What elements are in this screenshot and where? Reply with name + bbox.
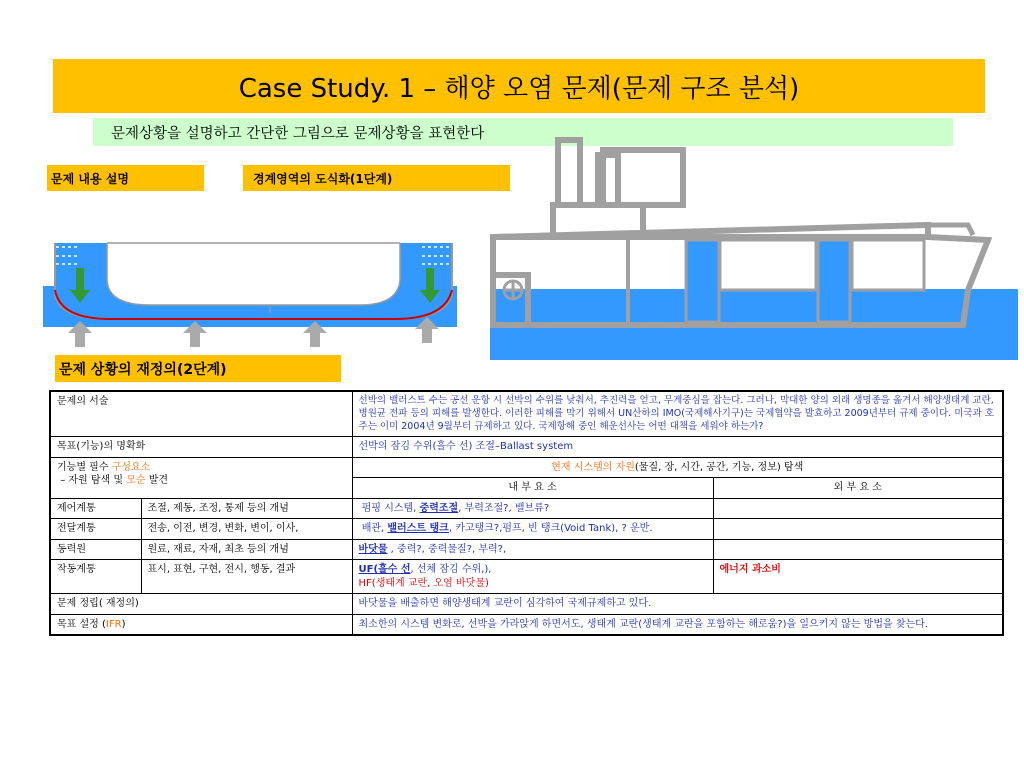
label-redefinition: 문제 상황의 재정의(2단계) [55, 355, 341, 382]
table-row-target [50, 614, 1003, 635]
table-row-statement [50, 391, 1003, 437]
cargo-hold-2 [852, 240, 924, 290]
ballast-tank-1 [686, 240, 719, 322]
internal-cell: 배관, 밸러스트 탱크, 카고탱크?,펌프, 빈 탱크(Void Tank), ? 운반. [352, 519, 713, 540]
row-value: 선박의 밸러스트 수는 공선 운항 시 선박의 수위를 낮춰서, 추진력을 얻고, 무게중심을 잡는다. 그러나, 막대한 양의 외래 생명종을 옮겨서 해양생태계 교란, 병원균 전파 등의 피해를 발생한다. 이러한 피해를 막기 위해서 UN산하의 IMO(국제해사기구)는 국제협약을 발효하고 2009년부터 규제 중이다. 미국과 호주는 이미 2004년 9월부터 규제하고 있다. 국제항해 중인 해운선사는 어떤 대책을 세워야 하는가? [352, 391, 1003, 437]
external-cell [713, 498, 1003, 519]
resource-search: 현재 시스템의 자원(물질, 장, 시간, 공간, 기능, 정보) 탐색 [352, 457, 1003, 478]
row-label: 기능별 필수 구성요소 – 자원 탐색 및 모순 발견 [50, 457, 352, 498]
ship-side-view-diagram [488, 125, 1018, 361]
external-cell: 에너지 과소비 [713, 560, 1003, 594]
problem-analysis-table [49, 390, 1004, 636]
internal-header: 내 부 요 소 [352, 478, 713, 499]
internal-cell: 펌핑 시스템, 중력조절, 부력조절?, 밸브류? [352, 498, 713, 519]
cargo-hold [107, 243, 400, 305]
row-label: 목표(기능)의 명확화 [50, 437, 352, 458]
row-desc: 원료, 재료, 자재, 최초 등의 개념 [141, 539, 352, 560]
table-row-power [50, 539, 1003, 560]
row-value: 바닷물을 배출하면 해양생태계 교란이 심각하여 국제규제하고 있다. [352, 594, 1003, 615]
row-label: 동력원 [50, 539, 141, 560]
slide-title-bar [53, 59, 985, 113]
external-cell [713, 539, 1003, 560]
external-cell [713, 519, 1003, 540]
row-desc: 전송, 이전, 변경, 변화, 변이, 이사, [141, 519, 352, 540]
row-label: 제어계통 [50, 498, 141, 519]
table-row-components [50, 457, 1003, 478]
row-label: 작동계통 [50, 560, 141, 594]
hull-cross-section-diagram [40, 235, 460, 350]
ship-superstructure [553, 140, 683, 237]
row-value: 선박의 잠김 수위(흘수 선) 조절–Ballast system [352, 437, 1003, 458]
row-value: 최소한의 시스템 변화로, 선박을 가라앉게 하면서도, 생태계 교란(생태계 교란을 포함하는 해로움?)을 일으키지 않는 방법을 찾는다. [352, 614, 1003, 635]
row-label: 문제 정립( 재정의) [50, 594, 352, 615]
table-row-operation [50, 560, 1003, 594]
propeller [503, 280, 523, 300]
internal-cell: 바닷물 , 중력?, 중력물질?, 부력?, [352, 539, 713, 560]
row-label: 전달계통 [50, 519, 141, 540]
external-header: 외 부 요 소 [713, 478, 1003, 499]
row-label: 목표 설정 (IFR) [50, 614, 352, 635]
ballast-tank-2 [818, 240, 850, 322]
table-row-goal [50, 437, 1003, 458]
row-label: 문제의 서술 [50, 391, 352, 437]
table-row-transmission [50, 519, 1003, 540]
label-boundary-diagram: 경계영역의 도식화(1단계) [243, 165, 510, 191]
row-desc: 조절, 제동, 조정, 통제 등의 개념 [141, 498, 352, 519]
table-row-problem [50, 594, 1003, 615]
slide-title: Case Study. 1 – 해양 오염 문제(문제 구조 분석) [238, 73, 800, 104]
subtitle-text: 문제상황을 설명하고 간단한 그림으로 문제상황을 표현한다 [111, 125, 485, 142]
internal-cell: UF(흘수 선, 선체 잠김 수위,), HF(생태계 교란, 오염 바닷물) [352, 560, 713, 594]
cargo-hold-1 [720, 240, 816, 290]
label-problem-description: 문제 내용 설명 [47, 165, 204, 191]
row-desc: 표시, 표현, 구현, 전시, 행동, 결과 [141, 560, 352, 594]
table-row-control [50, 498, 1003, 519]
